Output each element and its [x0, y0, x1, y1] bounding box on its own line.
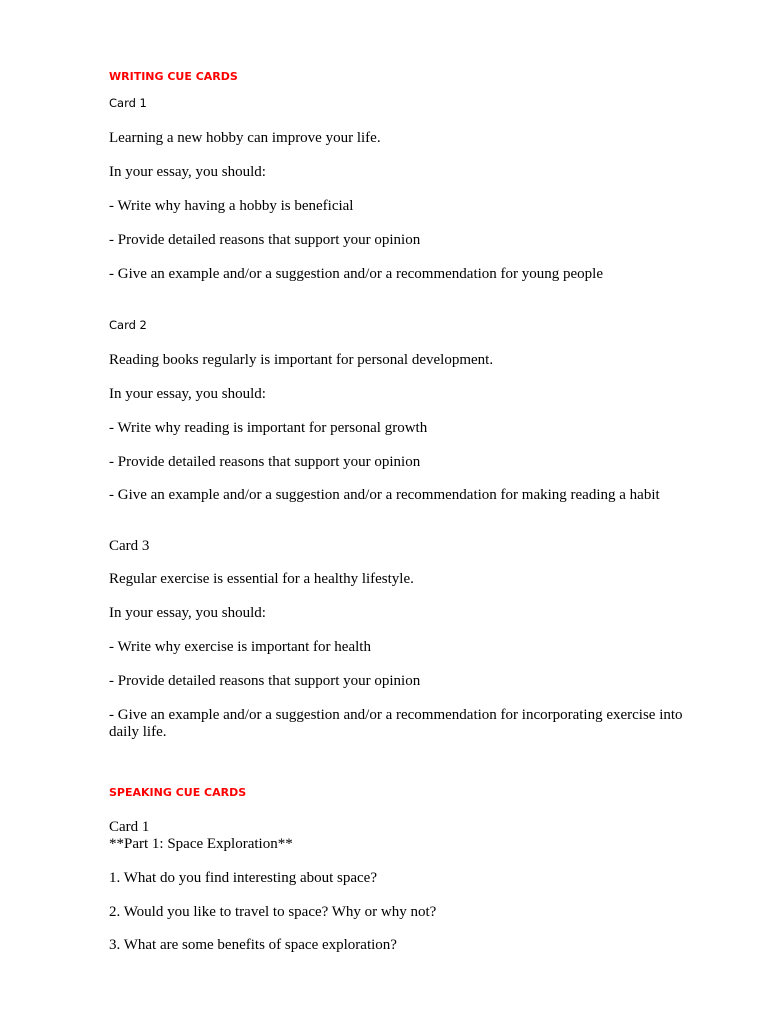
writing-card-3-point-1: - Write why exercise is important for health	[109, 639, 371, 655]
writing-card-3-instruction: In your essay, you should:	[109, 605, 266, 621]
writing-card-1-point-1: - Write why having a hobby is beneficial	[109, 198, 354, 214]
speaking-question-3: 3. What are some benefits of space exploration?	[109, 937, 397, 953]
writing-card-2-point-3: - Give an example and/or a suggestion and/or a recommendation for making reading a habit	[109, 487, 660, 503]
writing-card-1-instruction: In your essay, you should:	[109, 164, 266, 180]
writing-card-3-label: Card 3	[109, 538, 150, 554]
writing-card-1-prompt: Learning a new hobby can improve your life.	[109, 130, 381, 146]
writing-card-1-label: Card 1	[109, 96, 147, 110]
writing-card-3-point-3: - Give an example and/or a suggestion and/or a recommendation for incorporating exercise into daily life.	[109, 707, 683, 740]
writing-card-2-prompt: Reading books regularly is important for personal development.	[109, 352, 494, 368]
writing-card-1-point-2: - Provide detailed reasons that support your opinion	[109, 232, 421, 248]
writing-card-2-label: Card 2	[109, 318, 147, 332]
writing-card-2-point-1: - Write why reading is important for personal growth	[109, 420, 428, 436]
writing-card-3-point-2: - Provide detailed reasons that support your opinion	[109, 673, 421, 689]
writing-card-3-prompt: Regular exercise is essential for a healthy lifestyle.	[109, 571, 414, 587]
speaking-heading: SPEAKING CUE CARDS	[109, 786, 247, 799]
writing-heading: WRITING CUE CARDS	[109, 70, 238, 83]
speaking-question-2: 2. Would you like to travel to space? Why or why not?	[109, 904, 437, 920]
writing-card-1-point-3: - Give an example and/or a suggestion and/or a recommendation for young people	[109, 266, 604, 282]
writing-card-2-point-2: - Provide detailed reasons that support your opinion	[109, 454, 421, 470]
speaking-card-1-label: Card 1	[109, 819, 150, 835]
speaking-part-title: **Part 1: Space Exploration**	[109, 836, 293, 852]
writing-card-2-instruction: In your essay, you should:	[109, 386, 266, 402]
speaking-question-1: 1. What do you find interesting about space?	[109, 870, 377, 886]
